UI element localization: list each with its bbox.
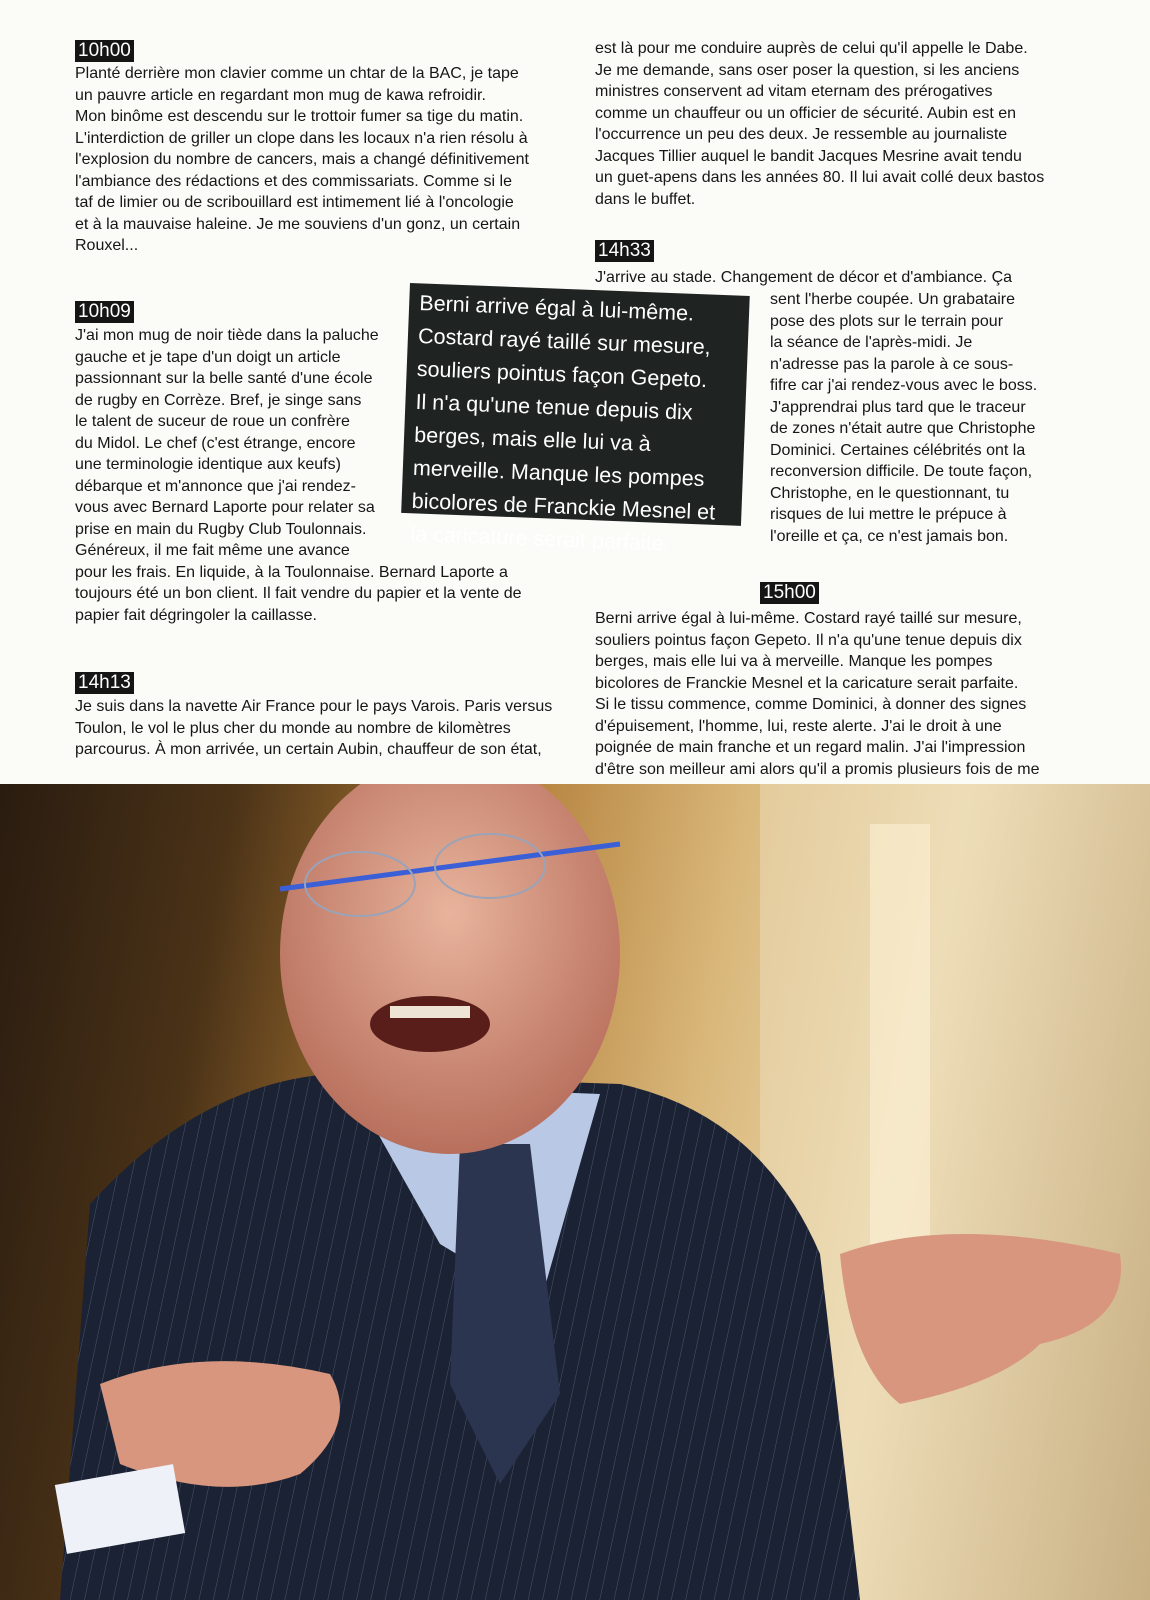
portrait-illustration <box>0 784 1150 1600</box>
time-tag-10h00: 10h00 <box>75 40 134 62</box>
section-14h13-continued-text: est là pour me conduire auprès de celui qu'il appelle le Dabe. Je me demande, sans oser poser la question, si les anciens ministres conservent ad vitam eternam des prérogatives comme un chauffeur ou un officier de sécurité. Aubin est en l'occurrence un peu des deux. Je ressemble au journaliste Jacques Tillier auquel le bandit Jacques Mesrine avait tendu un guet-apens dans les années 80. Il lui avait collé deux bastos dans le buffet. <box>595 40 1045 208</box>
time-tag-15h00: 15h00 <box>760 582 819 604</box>
portrait-photo <box>0 784 1150 1600</box>
section-14h33-first-line: J'arrive au stade. Changement de décor et d'ambiance. Ça <box>595 269 1013 286</box>
time-tag-14h13: 14h13 <box>75 672 134 694</box>
section-10h09-text: J'ai mon mug de noir tiède dans la paluche gauche et je tape d'un doigt un article passionnant sur la belle santé d'une école de rugby en Corrèze. Bref, je singe sans le talent de suceur de roue un confrère du Midol. Le chef (c'est étrange, encore une terminologie identique aux keufs) débarque et m'annonce que j'ai rendez- vous avec Bernard Laporte pour relater sa prise en main du Rugby Club Toulonnais. Généreux, il me fait même une avance pour les frais. En liquide, à la Toulonnaise. Bernard Laporte a toujours été un bon client. Il fait vendre du papier et la vente de papier fait dégringoler la caillasse. <box>75 327 522 624</box>
pull-quote-text: Berni arrive égal à lui-même. Costard rayé taillé sur mesure, souliers pointus façon Gepeto. Il n'a qu'une tenue depuis dix berges, mais elle lui va à merveille. Manque les pompes bicolores de Franckie Mesnel et la caricature serait parfaite. <box>410 290 716 556</box>
section-15h00-text: Berni arrive égal à lui-même. Costard rayé taillé sur mesure, souliers pointus façon Gepeto. Il n'a qu'une tenue depuis dix berges, mais elle lui va à merveille. Manque les pompes bicolores de Franckie Mesnel et la caricature serait parfaite. Si le tissu commence, comme Dominici, à donner des signes d'épuisement, l'homme, lui, reste alerte. J'ai le droit à une poignée de main franche et un regard malin. J'ai l'impression d'être son meilleur ami alors qu'il a promis plusieurs fois de me <box>595 610 1040 778</box>
section-14h13-text: Je suis dans la navette Air France pour le pays Varois. Paris versus Toulon, le vol le plus cher du monde au nombre de kilomètres parcourus. À mon arrivée, un certain Aubin, chauffeur de son état, <box>75 698 553 758</box>
section-10h00-text: Planté derrière mon clavier comme un chtar de la BAC, je tape un pauvre article en regardant mon mug de kawa refroidir. Mon binôme est descendu sur le trottoir fumer sa tige du matin. L'interdiction de griller un clope dans les locaux n'a rien résolu à l'explosion du nombre de cancers, mais a changé définitivement l'ambiance des rédactions et des commissariats. Comme si le taf de limier ou de scribouillard est intimement lié à l'oncologie et à la mauvaise haleine. Je me souviens d'un gonz, un certain Rouxel... <box>75 65 529 254</box>
section-14h33-text: sent l'herbe coupée. Un grabataire pose des plots sur le terrain pour la séance de l'après-midi. Je n'adresse pas la parole à ce sous- fifre car j'ai rendez-vous avec le boss. J'apprendrai plus tard que le traceur de zones n'était autre que Christophe Dominici. Certaines célébrités ont la reconversion difficile. De toute façon, Christophe, en le questionnant, tu risques de lui mettre le prépuce à l'oreille et ça, ce n'est jamais bon. <box>770 291 1038 545</box>
time-tag-14h33: 14h33 <box>595 240 654 262</box>
time-tag-10h09: 10h09 <box>75 301 134 323</box>
